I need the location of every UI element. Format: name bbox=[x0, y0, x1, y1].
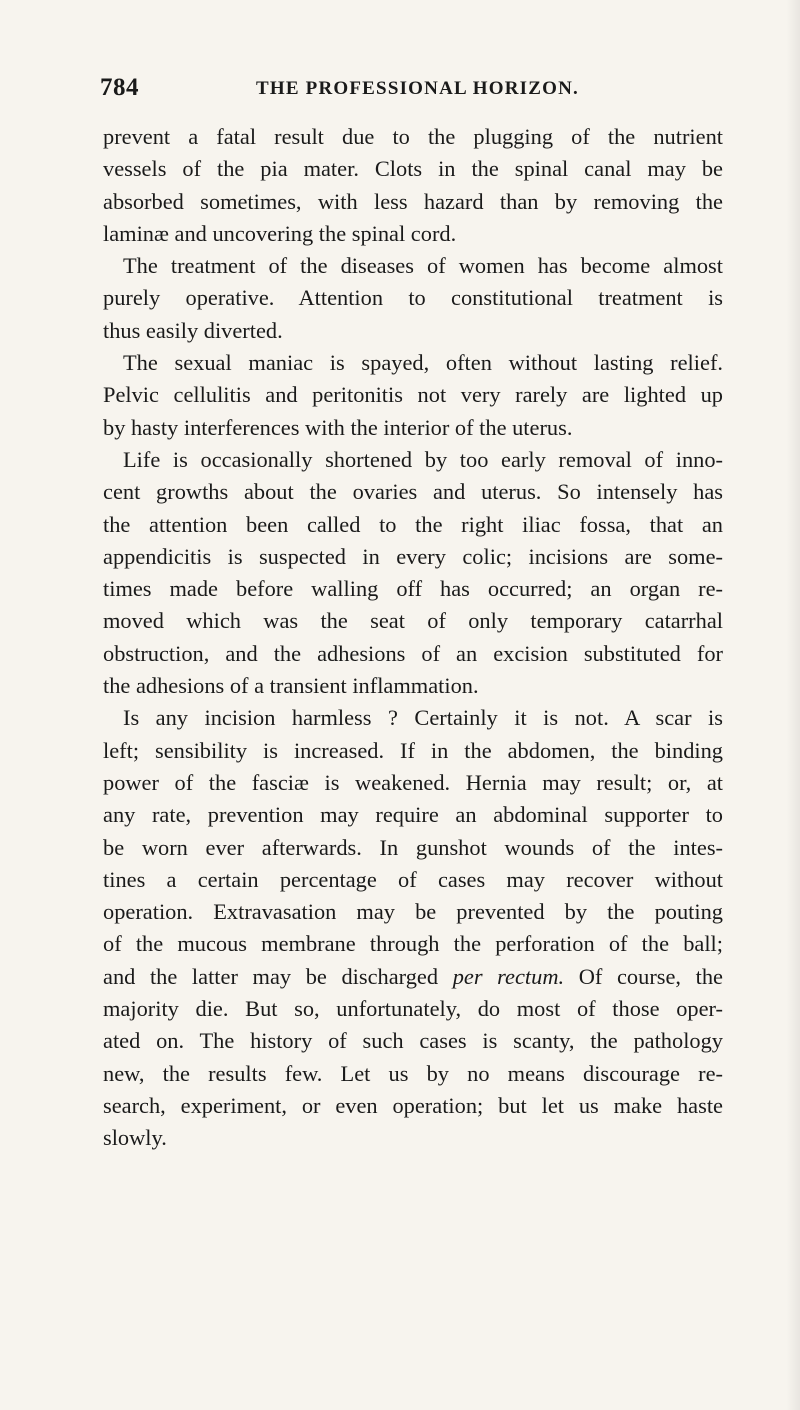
body-text bbox=[103, 121, 723, 1155]
text-line: The sexual maniac is spayed, often without lasting relief. bbox=[123, 350, 723, 376]
text-line: appendicitis is suspected in every colic; incisions are some- bbox=[103, 543, 723, 569]
text-line: the adhesions of a transient inflammation. bbox=[103, 673, 479, 699]
text-line: prevent a fatal result due to the plugging of the nutrient bbox=[103, 124, 723, 149]
text-line: power of the fasciæ is weakened. Hernia may result; or, at bbox=[103, 769, 723, 795]
text-line: operation. Extravasation may be prevented by the pouting bbox=[103, 899, 723, 925]
paragraph bbox=[103, 347, 723, 444]
text-line: any rate, prevention may require an abdominal supporter to bbox=[103, 802, 723, 828]
text-line: absorbed sometimes, with less hazard than by removing the bbox=[103, 188, 723, 214]
text-run: and the latter may be discharged bbox=[103, 963, 453, 989]
text-line: Pelvic cellulitis and peritonitis not very rarely are lighted up bbox=[103, 382, 723, 408]
text-line: the attention been called to the right iliac fossa, that an bbox=[103, 511, 723, 537]
text-line: cent growths about the ovaries and uterus. So intensely has bbox=[103, 479, 723, 505]
paragraph bbox=[103, 121, 723, 250]
text-line: The treatment of the diseases of women has become almost bbox=[123, 253, 723, 279]
text-line: tines a certain percentage of cases may recover without bbox=[103, 866, 723, 892]
text-line: by hasty interferences with the interior of the uterus. bbox=[103, 414, 573, 440]
text-line: purely operative. Attention to constitutional treatment is bbox=[103, 285, 723, 311]
text-line: times made before walling off has occurred; an organ re- bbox=[103, 576, 723, 602]
text-line: laminæ and uncovering the spinal cord. bbox=[103, 220, 457, 246]
paragraph bbox=[103, 250, 723, 347]
text-line: slowly. bbox=[103, 1125, 167, 1151]
text-line: vessels of the pia mater. Clots in the spinal canal may be bbox=[103, 156, 723, 182]
paragraph bbox=[103, 702, 723, 1154]
page-edge-shadow bbox=[786, 0, 800, 1410]
text-line: Is any incision harmless ? Certainly it is not. A scar is bbox=[123, 705, 723, 731]
text-line: ated on. The history of such cases is scanty, the pathology bbox=[103, 1028, 723, 1054]
paragraph bbox=[103, 444, 723, 702]
text-line-with-italic bbox=[103, 961, 723, 993]
text-line: obstruction, and the adhesions of an excision substituted for bbox=[103, 640, 723, 666]
text-run: Of course, the bbox=[564, 963, 723, 989]
text-line: be worn ever afterwards. In gunshot wounds of the intes- bbox=[103, 834, 723, 860]
page-header bbox=[100, 74, 720, 106]
running-head: THE PROFESSIONAL HORIZON. bbox=[256, 78, 579, 99]
text-line: majority die. But so, unfortunately, do most of those oper- bbox=[103, 996, 723, 1022]
italic-phrase: per rectum. bbox=[452, 963, 565, 989]
text-line: new, the results few. Let us by no means discourage re- bbox=[103, 1060, 723, 1086]
text-line: thus easily diverted. bbox=[103, 317, 283, 343]
text-line: left; sensibility is increased. If in the abdomen, the binding bbox=[103, 737, 723, 763]
text-line: of the mucous membrane through the perforation of the ball; bbox=[103, 931, 723, 957]
text-line: Life is occasionally shortened by too early removal of inno- bbox=[123, 446, 723, 472]
text-line: moved which was the seat of only temporary catarrhal bbox=[103, 608, 723, 634]
text-line: search, experiment, or even operation; but let us make haste bbox=[103, 1092, 723, 1118]
page-number: 784 bbox=[100, 74, 139, 101]
